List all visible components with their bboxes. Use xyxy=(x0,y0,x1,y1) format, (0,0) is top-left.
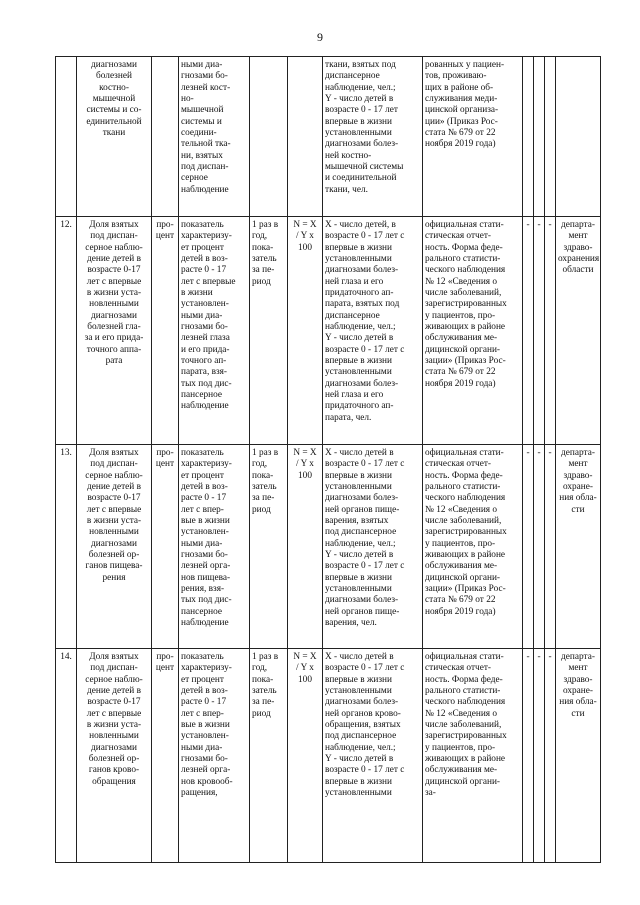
value-cell: - xyxy=(534,445,545,649)
value-cell xyxy=(534,57,545,217)
unit-of-measure: про- цент xyxy=(152,445,179,649)
unit-of-measure: про- цент xyxy=(152,649,179,863)
row-number: 13. xyxy=(56,445,77,649)
data-source: рованных у пациен- тов, проживаю- щих в районе об- служивания меди- цинской организа- ции» (Приказ Рос- стата № 679 от 22 ноября 2019 года) xyxy=(423,57,523,217)
data-source: официальная стати- стическая отчет- ность. Форма феде- рального статисти- ческого наблюдения № 12 «Сведения о числе заболеваний, зарегистрированных у пациентов, про- живающих в районе обслуживания ме- дицинской органи- за- xyxy=(423,649,523,863)
table-row xyxy=(56,649,601,863)
responsible-body: департа- мент здраво- охране- ния обла- сти xyxy=(556,445,601,649)
value-cell xyxy=(545,57,556,217)
periodicity: 1 раз в год, пока- затель за пе- риод xyxy=(250,649,288,863)
indicator-definition: показатель характеризу- ет процент детей в воз- расте 0 - 17 лет с впер- вые в жизни установлен- ными диа- гнозами бо- лезней орга- нов пищева- рения, взя- тых под дис- пансерное наблюдение xyxy=(179,445,250,649)
value-cell: - xyxy=(545,649,556,863)
row-number: 12. xyxy=(56,217,77,445)
value-cell: - xyxy=(534,217,545,445)
indicator-table xyxy=(55,56,601,863)
indicator-name: Доля взятых под диспан- серное наблю- дение детей в возрасте 0-17 лет с впервые в жизни уста- новленными диагнозами болезней ор- ганов крово- обращения xyxy=(77,649,152,863)
calculation-formula: N = X / Y x 100 xyxy=(288,445,323,649)
table-row xyxy=(56,445,601,649)
data-source: официальная стати- стическая отчет- ность. Форма феде- рального статисти- ческого наблюдения № 12 «Сведения о числе заболеваний, зарегистрированных у пациентов, про- живающих в районе обслуживания ме- дицинской органи- зации» (Приказ Рос- стата № 679 от 22 ноября 2019 года) xyxy=(423,217,523,445)
row-number: 14. xyxy=(56,649,77,863)
indicator-definition: показатель характеризу- ет процент детей в воз- расте 0 - 17 лет с впервые в жизни установлен- ными диа- гнозами бо- лезней глаза и его прида- точного ап- парата, взя- тых под дис- пансерное наблюдение xyxy=(179,217,250,445)
periodicity xyxy=(250,57,288,217)
value-cell: - xyxy=(523,649,534,863)
value-cell: - xyxy=(534,649,545,863)
indicator-name: Доля взятых под диспан- серное наблю- дение детей в возрасте 0-17 лет с впервые в жизни уста- новленными диагнозами болезней ор- ганов пищева- рения xyxy=(77,445,152,649)
responsible-body: департа- мент здраво- охранения области xyxy=(556,217,601,445)
formula-variables: X - число детей, в возрасте 0 - 17 лет с впервые в жизни установленными диагнозами болез- ней глаза и его придаточного ап- парата, взятых под диспансерное наблюдение, чел.; Y - число детей в возрасте 0 - 17 лет с впервые в жизни установленными диагнозами болез- ней глаза и его придаточного ап- парата, чел. xyxy=(323,217,423,445)
formula-variables: ткани, взятых под диспансерное наблюдение, чел.; Y - число детей в возрасте 0 - 17 лет впервые в жизни установленными диагнозами болез- ней костно- мышечной системы и соединительной ткани, чел. xyxy=(323,57,423,217)
data-source: официальная стати- стическая отчет- ность. Форма феде- рального статисти- ческого наблюдения № 12 «Сведения о числе заболеваний, зарегистрированных у пациентов, про- живающих в районе обслуживания ме- дицинской органи- зации» (Приказ Рос- стата № 679 от 22 ноября 2019 года) xyxy=(423,445,523,649)
periodicity: 1 раз в год, пока- затель за пе- риод xyxy=(250,445,288,649)
calculation-formula xyxy=(288,57,323,217)
value-cell: - xyxy=(523,445,534,649)
responsible-body xyxy=(556,57,601,217)
indicator-definition: показатель характеризу- ет процент детей в воз- расте 0 - 17 лет с впер- вые в жизни установлен- ными диа- гнозами бо- лезней орга- нов кровооб- ращения, xyxy=(179,649,250,863)
value-cell: - xyxy=(545,217,556,445)
page-number: 9 xyxy=(317,30,323,44)
indicator-name: Доля взятых под диспан- серное наблю- дение детей в возрасте 0-17 лет с впервые в жизни уста- новленными диагнозами болезней гла- за и его прида- точного аппа- рата xyxy=(77,217,152,445)
responsible-body: департа- мент здраво- охране- ния обла- сти xyxy=(556,649,601,863)
row-number xyxy=(56,57,77,217)
value-cell: - xyxy=(523,217,534,445)
calculation-formula: N = X / Y x 100 xyxy=(288,649,323,863)
value-cell xyxy=(523,57,534,217)
calculation-formula: N = X / Y x 100 xyxy=(288,217,323,445)
table-row xyxy=(56,57,601,217)
periodicity: 1 раз в год, пока- затель за пе- риод xyxy=(250,217,288,445)
indicator-definition: ными диа- гнозами бо- лезней кост- но- мышечной системы и соедини- тельной тка- ни, взятых под диспан- серное наблюдение xyxy=(179,57,250,217)
formula-variables: X - число детей в возрасте 0 - 17 лет с впервые в жизни установленными диагнозами болез- ней органов пище- варения, взятых под диспансерное наблюдение, чел.; Y - число детей в возрасте 0 - 17 лет с впервые в жизни установленными диагнозами болез- ней органов пище- варения, чел. xyxy=(323,445,423,649)
formula-variables: X - число детей в возрасте 0 - 17 лет с впервые в жизни установленными диагнозами болез- ней органов крово- обращения, взятых под диспансерное наблюдение, чел.; Y - число детей в возрасте 0 - 17 лет с впервые в жизни установленными xyxy=(323,649,423,863)
unit-of-measure xyxy=(152,57,179,217)
value-cell: - xyxy=(545,445,556,649)
indicator-name: диагнозами болезней костно- мышечной системы и со- единительной ткани xyxy=(77,57,152,217)
unit-of-measure: про- цент xyxy=(152,217,179,445)
table-row xyxy=(56,217,601,445)
